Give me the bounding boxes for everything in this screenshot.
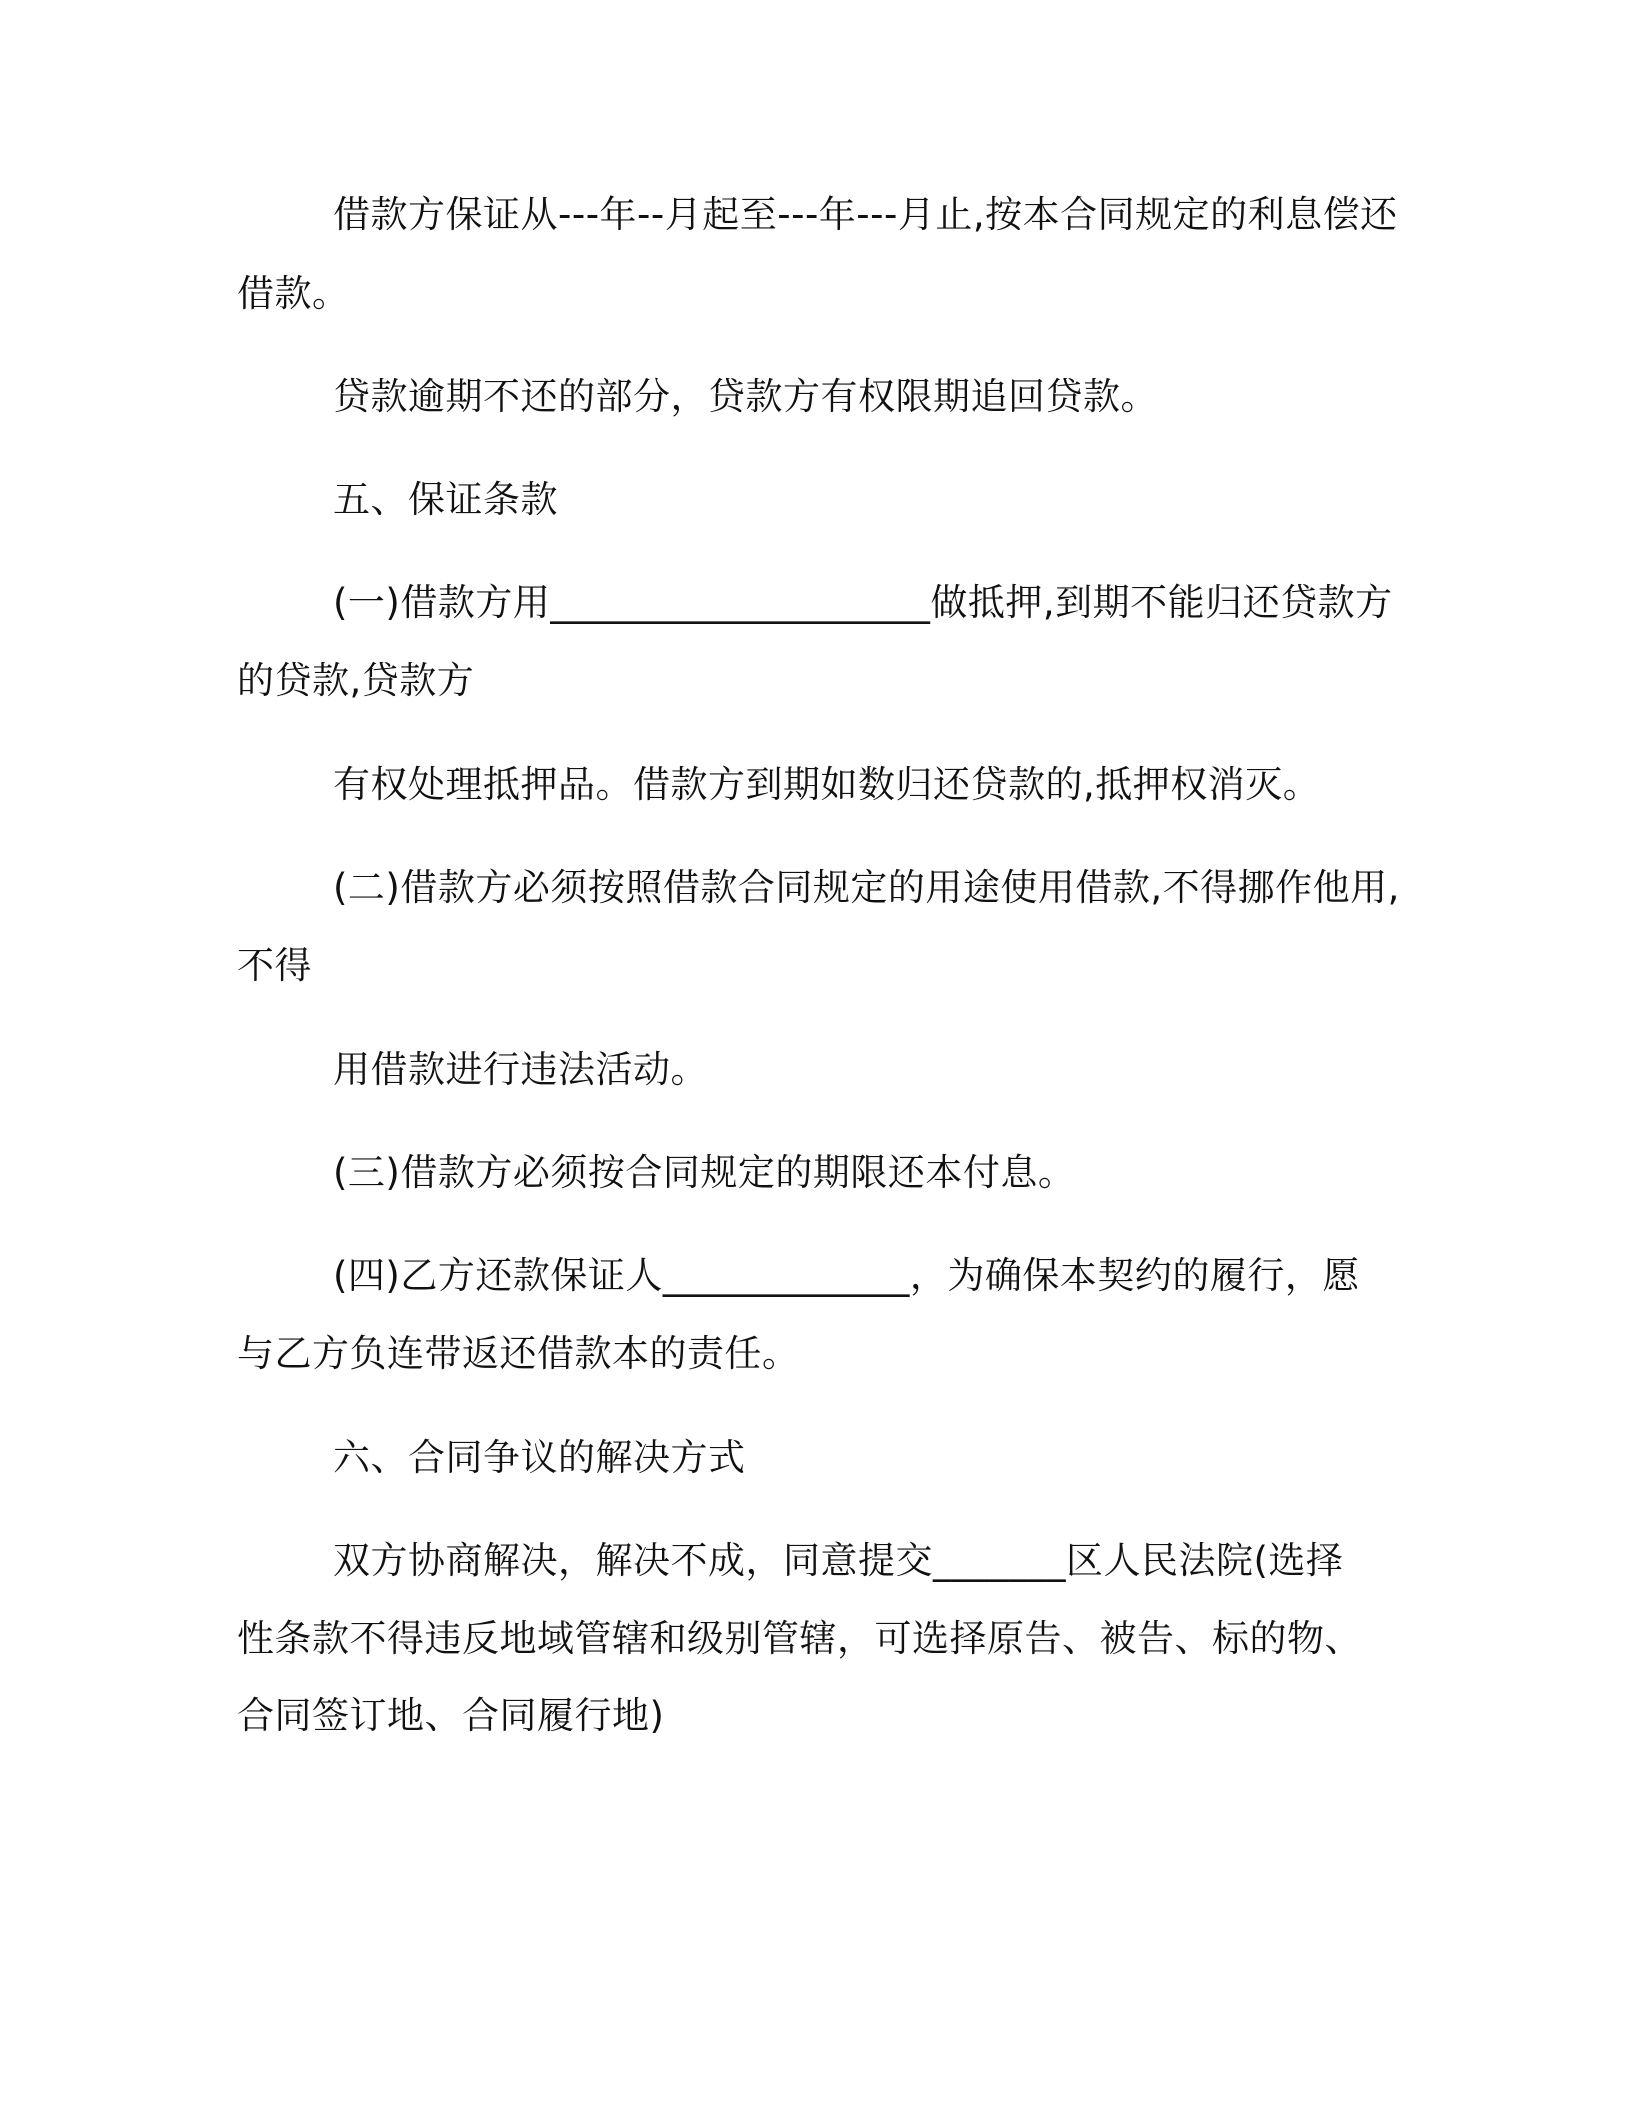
repayment-period-line-2: 借款。 [237, 272, 350, 315]
clause-one-line-2: 的贷款,贷款方 [237, 659, 475, 702]
clause-four-line-2: 与乙方负连带返还借款本的责任。 [237, 1332, 800, 1375]
section-five-heading: 五、保证条款 [333, 478, 558, 521]
dispute-resolution-line-2: 性条款不得违反地域管辖和级别管辖，可选择原告、被告、标的物、 [237, 1617, 1362, 1660]
overdue-loan-paragraph: 贷款逾期不还的部分，贷款方有权限期追回贷款。 [333, 375, 1158, 418]
clause-two-line-1: (二)借款方必须按照借款合同规定的用途使用借款,不得挪作他用, [333, 866, 1400, 909]
dispute-resolution-line-1: 双方协商解决，解决不成，同意提交_______区人民法院(选择 [333, 1539, 1344, 1582]
collateral-disposal-paragraph: 有权处理抵押品。借款方到期如数归还贷款的,抵押权消灭。 [333, 763, 1321, 806]
clause-two-line-2: 不得 [237, 944, 312, 987]
section-six-heading: 六、合同争议的解决方式 [333, 1436, 746, 1479]
clause-one-line-1: (一)借款方用____________________做抵押,到期不能归还贷款方 [333, 581, 1393, 624]
clause-four-line-1: (四)乙方还款保证人_____________，为确保本契约的履行，愿 [333, 1254, 1360, 1297]
repayment-period-line-1: 借款方保证从---年--月起至---年---月止,按本合同规定的利息偿还 [333, 193, 1398, 236]
illegal-use-paragraph: 用借款进行违法活动。 [333, 1048, 708, 1091]
clause-three: (三)借款方必须按合同规定的期限还本付息。 [333, 1151, 1076, 1194]
dispute-resolution-line-3: 合同签订地、合同履行地) [237, 1694, 665, 1737]
